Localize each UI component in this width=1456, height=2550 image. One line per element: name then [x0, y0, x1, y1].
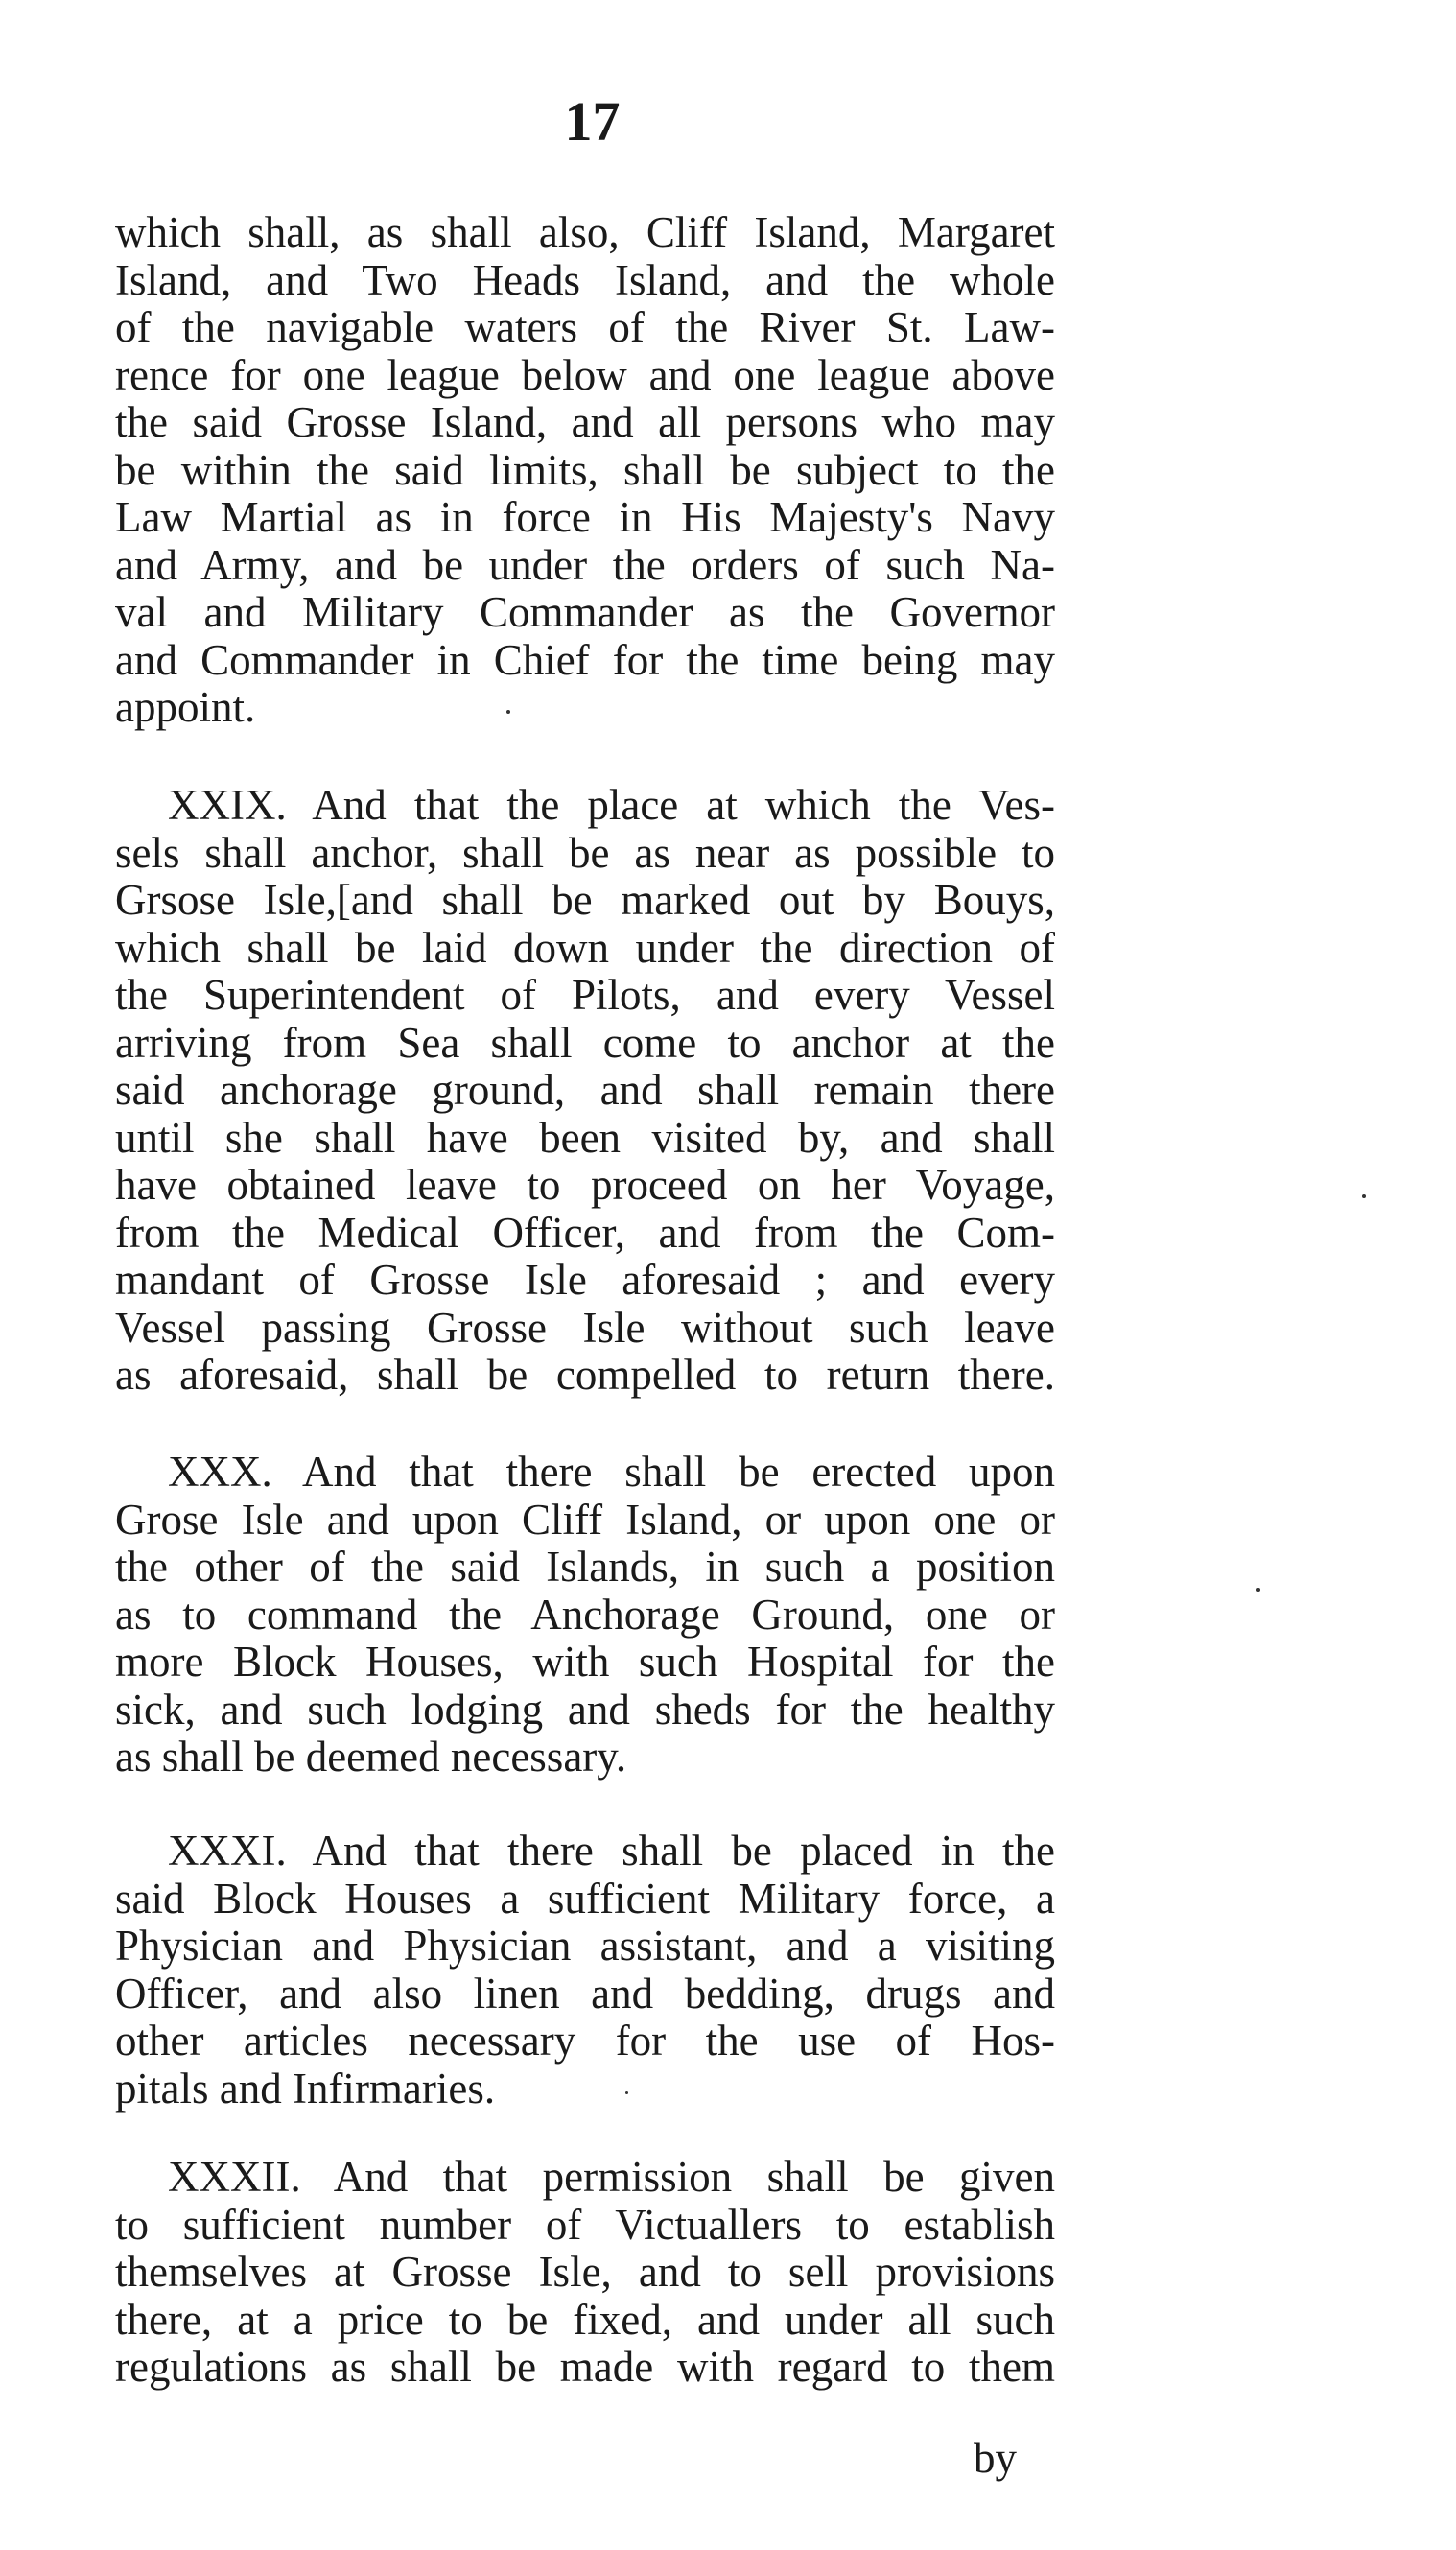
ink-speck	[1256, 1588, 1260, 1592]
text-line: of the navigable waters of the River St. Law-	[115, 303, 1055, 351]
text-line: to sufficient number of Victuallers to establish	[115, 2200, 1055, 2249]
text-line: from the Medical Officer, and from the Com-	[115, 1208, 1055, 1257]
catchword: by	[974, 2434, 1017, 2482]
text-line: and Commander in Chief for the time being may	[115, 635, 1055, 684]
paragraph-article-xxx	[115, 1449, 1055, 1782]
paragraph-article-xxxi	[115, 1828, 1055, 2113]
text-line: XXIX. And that the place at which the Ves-	[168, 781, 1055, 829]
text-line: have obtained leave to proceed on her Voyage,	[115, 1161, 1055, 1209]
text-line: Grose Isle and upon Cliff Island, or upon one or	[115, 1495, 1055, 1544]
text-line: sels shall anchor, shall be as near as possible to	[115, 828, 1055, 877]
text-line: sick, and such lodging and sheds for the healthy	[115, 1685, 1055, 1734]
page-number: 17	[564, 90, 621, 153]
text-line: mandant of Grosse Isle aforesaid ; and every	[115, 1256, 1055, 1304]
text-line: as to command the Anchorage Ground, one or	[115, 1590, 1055, 1639]
text-line: themselves at Grosse Isle, and to sell provisions	[115, 2248, 1055, 2296]
text-line: there, at a price to be fixed, and under all such	[115, 2295, 1055, 2344]
text-line: as aforesaid, shall be compelled to return there.	[115, 1351, 1055, 1399]
ink-speck	[1362, 1194, 1366, 1198]
text-line: said Block Houses a sufficient Military force, a	[115, 1874, 1055, 1923]
text-line: Grsose Isle,[and shall be marked out by Bouys,	[115, 876, 1055, 924]
text-line: more Block Houses, with such Hospital for the	[115, 1638, 1055, 1686]
text-line: Officer, and also linen and bedding, drugs and	[115, 1969, 1055, 2018]
text-line: pitals and Infirmaries.	[115, 2064, 496, 2113]
text-line: Island, and Two Heads Island, and the whole	[115, 255, 1055, 304]
paragraph-article-xxix	[115, 782, 1055, 1400]
text-line: appoint.	[115, 683, 256, 731]
text-line: be within the said limits, shall be subject to the	[115, 445, 1055, 494]
text-line: as shall be deemed necessary.	[115, 1733, 627, 1781]
text-line: and Army, and be under the orders of such Na-	[115, 540, 1055, 589]
paragraph-continuation	[115, 209, 1055, 732]
text-line: the Superintendent of Pilots, and every Vessel	[115, 971, 1055, 1019]
text-line: other articles necessary for the use of Hos-	[115, 2017, 1055, 2065]
text-line: XXX. And that there shall be erected upon	[168, 1448, 1055, 1496]
text-line: Vessel passing Grosse Isle without such leave	[115, 1303, 1055, 1352]
text-line: arriving from Sea shall come to anchor at the	[115, 1018, 1055, 1067]
text-line: which shall be laid down under the direction of	[115, 923, 1055, 972]
ink-speck	[625, 2091, 628, 2094]
text-line: said anchorage ground, and shall remain there	[115, 1066, 1055, 1114]
text-line: Physician and Physician assistant, and a visiting	[115, 1922, 1055, 1970]
text-line: the other of the said Islands, in such a position	[115, 1543, 1055, 1591]
ink-speck	[506, 710, 510, 714]
text-line: until she shall have been visited by, and shall	[115, 1113, 1055, 1162]
text-line: the said Grosse Island, and all persons who may	[115, 398, 1055, 446]
text-line: regulations as shall be made with regard to them	[115, 2343, 1055, 2391]
text-line: Law Martial as in force in His Majesty's Navy	[115, 493, 1055, 541]
text-line: XXXII. And that permission shall be given	[168, 2153, 1055, 2201]
text-line: XXXI. And that there shall be placed in the	[168, 1827, 1055, 1875]
text-line: val and Military Commander as the Governor	[115, 588, 1055, 636]
paragraph-article-xxxii	[115, 2154, 1055, 2392]
text-line: rence for one league below and one league above	[115, 350, 1055, 399]
text-line: which shall, as shall also, Cliff Island, Margaret	[115, 208, 1055, 256]
